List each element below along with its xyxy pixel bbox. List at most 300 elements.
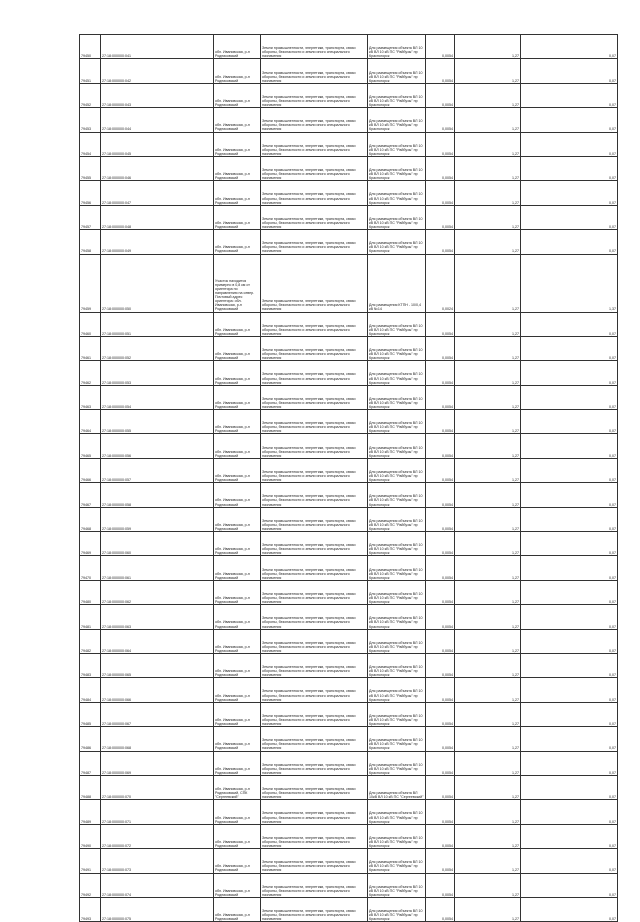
land-category-cell: Земли промышленности, энергетики, транспорта, связи обороны, безопасности и земли иного специального назначения xyxy=(261,727,368,751)
area-cell: 0,0054 xyxy=(426,653,455,677)
cadastral-number-cell: 27:18:000000:052 xyxy=(101,336,214,360)
table-row xyxy=(80,434,618,458)
value-cell: 0,07 xyxy=(521,483,618,507)
land-category-cell: Земли промышленности, энергетики, транспорта, связи обороны, безопасности и земли иного специального назначения xyxy=(261,580,368,604)
area-cell: 0,0054 xyxy=(426,312,455,336)
address-cell: обл. Ивановская, р-н Родниковский xyxy=(214,410,261,434)
area-cell: 0,0054 xyxy=(426,458,455,482)
address-cell: обл. Ивановская, р-н Родниковский xyxy=(214,532,261,556)
rate-cell: 1,27 xyxy=(455,181,521,205)
address-cell: обл. Ивановская, р-н Родниковский xyxy=(214,361,261,385)
row-id-cell: 79483 xyxy=(80,653,101,677)
address-cell: обл. Ивановская, р-н Родниковский xyxy=(214,751,261,775)
value-cell: 0,07 xyxy=(521,458,618,482)
land-category-cell: Земли промышленности, энергетики, транспорта, связи обороны, безопасности и земли иного специального назначения xyxy=(261,775,368,799)
rate-cell: 1,27 xyxy=(455,849,521,873)
land-category-cell: Земли промышленности, энергетики, транспорта, связи обороны, безопасности и земли иного специального назначения xyxy=(261,653,368,677)
value-cell: 0,07 xyxy=(521,434,618,458)
table-row xyxy=(80,230,618,254)
area-cell: 0,0054 xyxy=(426,156,455,180)
land-category-cell: Земли промышленности, энергетики, транспорта, связи обороны, безопасности и земли иного специального назначения xyxy=(261,458,368,482)
value-cell: 0,07 xyxy=(521,205,618,229)
area-cell: 0,0054 xyxy=(426,580,455,604)
permitted-use-cell: Для размещения объекта ВЛ 10 кВ ВЛ 10 кВ ПС "Райбузы" пр Красногорск xyxy=(368,751,426,775)
table-row xyxy=(80,824,618,848)
cadastral-number-cell: 27:18:000000:073 xyxy=(101,849,214,873)
land-category-cell: Земли промышленности, энергетики, транспорта, связи обороны, безопасности и земли иного специального назначения xyxy=(261,629,368,653)
row-id-cell: 79452 xyxy=(80,83,101,107)
row-id-cell: 79470 xyxy=(80,556,101,580)
rate-cell: 1,27 xyxy=(455,556,521,580)
address-cell: обл. Ивановская, р-н Родниковский xyxy=(214,458,261,482)
land-category-cell: Земли промышленности, энергетики, транспорта, связи обороны, безопасности и земли иного специального назначения xyxy=(261,132,368,156)
table-row xyxy=(80,580,618,604)
rate-cell: 1,27 xyxy=(455,532,521,556)
cadastral-number-cell: 27:18:000000:056 xyxy=(101,434,214,458)
area-cell: 0,0054 xyxy=(426,849,455,873)
value-cell: 0,07 xyxy=(521,336,618,360)
permitted-use-cell: Для размещения объекта ВЛ 10 кВ ВЛ 10 кВ ПС "Райбузы" пр Красногорск xyxy=(368,410,426,434)
area-cell: 0,0054 xyxy=(426,532,455,556)
land-category-cell: Земли промышленности, энергетики, транспорта, связи обороны, безопасности и земли иного специального назначения xyxy=(261,83,368,107)
permitted-use-cell: Для размещения объекта ВЛ 10 кВ ВЛ 10 кВ ПС "Райбузы" пр Красногорск xyxy=(368,434,426,458)
value-cell: 0,07 xyxy=(521,873,618,897)
table-row xyxy=(80,775,618,799)
table-row xyxy=(80,83,618,107)
land-category-cell: Земли промышленности, энергетики, транспорта, связи обороны, безопасности и земли иного специального назначения xyxy=(261,385,368,409)
row-id-cell: 79465 xyxy=(80,434,101,458)
value-cell: 0,07 xyxy=(521,727,618,751)
cadastral-number-cell: 27:18:000000:066 xyxy=(101,678,214,702)
rate-cell: 1,27 xyxy=(455,483,521,507)
rate-cell: 1,27 xyxy=(455,702,521,726)
address-cell: обл. Ивановская, р-н Родниковский xyxy=(214,653,261,677)
address-cell: обл. Ивановская, р-н Родниковский xyxy=(214,702,261,726)
cadastral-number-cell: 27:18:000000:041 xyxy=(101,35,214,59)
area-cell: 0,0054 xyxy=(426,410,455,434)
address-cell: обл. Ивановская, р-н Родниковский xyxy=(214,132,261,156)
row-id-cell: 79484 xyxy=(80,678,101,702)
rate-cell: 1,27 xyxy=(455,605,521,629)
area-cell: 0,0054 xyxy=(426,336,455,360)
table-row xyxy=(80,205,618,229)
cadastral-number-cell: 27:18:000000:060 xyxy=(101,532,214,556)
permitted-use-cell: Для размещения объекта ВЛ 10 кВ ВЛ 10 кВ ПС "Райбузы" пр Красногорск xyxy=(368,35,426,59)
row-id-cell: 79493 xyxy=(80,897,101,921)
permitted-use-cell: Для размещения объекта ВЛ 10 кВ ВЛ 10 кВ ПС "Райбузы" пр Красногорск xyxy=(368,336,426,360)
table-row xyxy=(80,727,618,751)
rate-cell: 1,27 xyxy=(455,132,521,156)
cadastral-number-cell: 27:18:000000:075 xyxy=(101,897,214,921)
land-category-cell: Земли промышленности, энергетики, транспорта, связи обороны, безопасности и земли иного специального назначения xyxy=(261,678,368,702)
area-cell: 0,0054 xyxy=(426,556,455,580)
cadastral-number-cell: 27:18:000000:055 xyxy=(101,410,214,434)
rate-cell: 1,27 xyxy=(455,653,521,677)
land-category-cell: Земли промышленности, энергетики, транспорта, связи обороны, безопасности и земли иного специального назначения xyxy=(261,108,368,132)
land-plot-table xyxy=(79,34,618,922)
rate-cell: 1,27 xyxy=(455,727,521,751)
table-row xyxy=(80,678,618,702)
cadastral-number-cell: 27:18:000000:074 xyxy=(101,873,214,897)
rate-cell: 1,27 xyxy=(455,775,521,799)
row-id-cell: 79453 xyxy=(80,108,101,132)
land-category-cell: Земли промышленности, энергетики, транспорта, связи обороны, безопасности и земли иного специального назначения xyxy=(261,702,368,726)
address-cell: обл. Ивановская, р-н Родниковский xyxy=(214,83,261,107)
address-cell: обл. Ивановская, р-н Родниковский xyxy=(214,897,261,921)
cadastral-number-cell: 27:18:000000:048 xyxy=(101,205,214,229)
area-cell: 0,0054 xyxy=(426,434,455,458)
address-cell: обл. Ивановская, р-н Родниковский xyxy=(214,873,261,897)
land-category-cell: Земли промышленности, энергетики, транспорта, связи обороны, безопасности и земли иного специального назначения xyxy=(261,35,368,59)
rate-cell: 1,27 xyxy=(455,83,521,107)
row-id-cell: 79490 xyxy=(80,824,101,848)
row-id-cell: 79466 xyxy=(80,458,101,482)
address-cell: обл. Ивановская, р-н Родниковский xyxy=(214,434,261,458)
permitted-use-cell: Для размещения объекта ВЛ 10 кВ ВЛ 10 кВ ПС "Райбузы" пр Красногорск xyxy=(368,385,426,409)
row-id-cell: 79468 xyxy=(80,507,101,531)
value-cell: 0,07 xyxy=(521,629,618,653)
table-row xyxy=(80,132,618,156)
cadastral-number-cell: 27:18:000000:068 xyxy=(101,727,214,751)
rate-cell: 1,27 xyxy=(455,230,521,254)
cadastral-number-cell: 27:18:000000:045 xyxy=(101,132,214,156)
value-cell: 0,07 xyxy=(521,800,618,824)
area-cell: 0,0054 xyxy=(426,83,455,107)
address-cell: обл. Ивановская, р-н Родниковский xyxy=(214,312,261,336)
land-category-cell: Земли промышленности, энергетики, транспорта, связи обороны, безопасности и земли иного специального назначения xyxy=(261,181,368,205)
rate-cell: 1,27 xyxy=(455,35,521,59)
value-cell: 0,07 xyxy=(521,897,618,921)
address-cell: Участок находится примерно в 0,8 км от ориентира по направлению на север. Почтовый адрес ориентира: обл. Ивановская, р-н Родниковский xyxy=(214,254,261,312)
cadastral-number-cell: 27:18:000000:053 xyxy=(101,361,214,385)
table-row xyxy=(80,410,618,434)
row-id-cell: 79456 xyxy=(80,181,101,205)
permitted-use-cell: Для размещения объекта ВЛ 10 кВ ВЛ 10 кВ ПС "Райбузы" пр Красногорск xyxy=(368,230,426,254)
cadastral-number-cell: 27:18:000000:069 xyxy=(101,751,214,775)
area-cell: 0,0054 xyxy=(426,507,455,531)
cadastral-number-cell: 27:18:000000:062 xyxy=(101,580,214,604)
permitted-use-cell: Для размещения объекта ВЛ 10 кВ ВЛ 10 кВ ПС "Райбузы" пр Красногорск xyxy=(368,727,426,751)
table-row xyxy=(80,897,618,921)
land-category-cell: Земли промышленности, энергетики, транспорта, связи обороны, безопасности и земли иного специального назначения xyxy=(261,434,368,458)
permitted-use-cell: Для размещения объекта ВЛ 10 кВ ВЛ 10 кВ ПС "Райбузы" пр Красногорск xyxy=(368,849,426,873)
rate-cell: 1,27 xyxy=(455,824,521,848)
table-row xyxy=(80,556,618,580)
cadastral-number-cell: 27:18:000000:072 xyxy=(101,824,214,848)
value-cell: 0,07 xyxy=(521,230,618,254)
rate-cell: 1,27 xyxy=(455,873,521,897)
table-row xyxy=(80,629,618,653)
area-cell: 0,0054 xyxy=(426,678,455,702)
address-cell: обл. Ивановская, р-н Родниковский, СПК "Сергеевский" xyxy=(214,775,261,799)
land-category-cell: Земли промышленности, энергетики, транспорта, связи обороны, безопасности и земли иного специального назначения xyxy=(261,483,368,507)
cadastral-number-cell: 27:18:000000:043 xyxy=(101,83,214,107)
permitted-use-cell: Для размещения объекта ВЛ 10 кВ ВЛ 10 кВ ПС "Райбузы" пр Красногорск xyxy=(368,361,426,385)
address-cell: обл. Ивановская, р-н Родниковский xyxy=(214,205,261,229)
area-cell: 0,0054 xyxy=(426,35,455,59)
permitted-use-cell: Для размещения объекта ВЛ 10 кВ ВЛ 10 кВ ПС "Райбузы" пр Красногорск xyxy=(368,824,426,848)
row-id-cell: 79486 xyxy=(80,727,101,751)
cadastral-number-cell: 27:18:000000:050 xyxy=(101,254,214,312)
row-id-cell: 79454 xyxy=(80,132,101,156)
value-cell: 0,07 xyxy=(521,312,618,336)
address-cell: обл. Ивановская, р-н Родниковский xyxy=(214,483,261,507)
address-cell: обл. Ивановская, р-н Родниковский xyxy=(214,605,261,629)
value-cell: 0,07 xyxy=(521,181,618,205)
area-cell: 0,0054 xyxy=(426,483,455,507)
permitted-use-cell: Для размещения объекта ВЛ 10 кВ ВЛ 10 кВ ПС "Райбузы" пр Красногорск xyxy=(368,483,426,507)
address-cell: обл. Ивановская, р-н Родниковский xyxy=(214,727,261,751)
rate-cell: 1,27 xyxy=(455,629,521,653)
rate-cell: 1,27 xyxy=(455,205,521,229)
value-cell: 0,07 xyxy=(521,678,618,702)
cadastral-number-cell: 27:18:000000:042 xyxy=(101,59,214,83)
value-cell: 0,07 xyxy=(521,702,618,726)
row-id-cell: 79487 xyxy=(80,751,101,775)
table-row xyxy=(80,385,618,409)
rate-cell: 1,27 xyxy=(455,410,521,434)
cadastral-number-cell: 27:18:000000:067 xyxy=(101,702,214,726)
value-cell: 0,07 xyxy=(521,775,618,799)
area-cell: 0,0054 xyxy=(426,873,455,897)
permitted-use-cell: Для размещения объекта ВЛ 10 кВ ВЛ 10 кВ ПС "Райбузы" пр Красногорск xyxy=(368,897,426,921)
cadastral-number-cell: 27:18:000000:061 xyxy=(101,556,214,580)
permitted-use-cell: Для размещения объекта ВЛ 10 кВ ВЛ 10 кВ ПС "Райбузы" пр Красногорск xyxy=(368,800,426,824)
row-id-cell: 79488 xyxy=(80,775,101,799)
rate-cell: 1,27 xyxy=(455,434,521,458)
land-category-cell: Земли промышленности, энергетики, транспорта, связи обороны, безопасности и земли иного специального назначения xyxy=(261,410,368,434)
row-id-cell: 79481 xyxy=(80,605,101,629)
address-cell: обл. Ивановская, р-н Родниковский xyxy=(214,230,261,254)
value-cell: 0,07 xyxy=(521,507,618,531)
address-cell: обл. Ивановская, р-н Родниковский xyxy=(214,181,261,205)
rate-cell: 1,27 xyxy=(455,59,521,83)
value-cell: 0,07 xyxy=(521,59,618,83)
area-cell: 0,0054 xyxy=(426,230,455,254)
land-category-cell: Земли промышленности, энергетики, транспорта, связи обороны, безопасности и земли иного специального назначения xyxy=(261,336,368,360)
land-category-cell: Земли промышленности, энергетики, транспорта, связи обороны, безопасности и земли иного специального назначения xyxy=(261,849,368,873)
table-row xyxy=(80,361,618,385)
address-cell: обл. Ивановская, р-н Родниковский xyxy=(214,108,261,132)
land-category-cell: Земли промышленности, энергетики, транспорта, связи обороны, безопасности и земли иного специального назначения xyxy=(261,532,368,556)
value-cell: 0,07 xyxy=(521,108,618,132)
address-cell: обл. Ивановская, р-н Родниковский xyxy=(214,156,261,180)
rate-cell: 1,27 xyxy=(455,361,521,385)
land-category-cell: Земли промышленности, энергетики, транспорта, связи обороны, безопасности и земли иного специального назначения xyxy=(261,312,368,336)
cadastral-number-cell: 27:18:000000:044 xyxy=(101,108,214,132)
cadastral-number-cell: 27:18:000000:046 xyxy=(101,156,214,180)
land-category-cell: Земли промышленности, энергетики, транспорта, связи обороны, безопасности и земли иного специального назначения xyxy=(261,361,368,385)
area-cell: 0,0054 xyxy=(426,132,455,156)
permitted-use-cell: Для размещения объекта ВЛ 10 кВ ВЛ 10 кВ ПС "Райбузы" пр Красногорск xyxy=(368,458,426,482)
area-cell: 0,0054 xyxy=(426,727,455,751)
address-cell: обл. Ивановская, р-н Родниковский xyxy=(214,35,261,59)
rate-cell: 1,27 xyxy=(455,108,521,132)
permitted-use-cell: Для размещения объекта ВЛ 10 кВ ВЛ 10 кВ ПС "Райбузы" пр Красногорск xyxy=(368,132,426,156)
permitted-use-cell: Для размещения КТПН - 10/0,4 кВ №14 xyxy=(368,254,426,312)
cadastral-number-cell: 27:18:000000:065 xyxy=(101,653,214,677)
permitted-use-cell: Для размещения объекта ВЛ 10 кВ ВЛ 10 кВ ПС "Райбузы" пр Красногорск xyxy=(368,532,426,556)
row-id-cell: 79463 xyxy=(80,385,101,409)
row-id-cell: 79469 xyxy=(80,532,101,556)
land-category-cell: Земли промышленности, энергетики, транспорта, связи обороны, безопасности и земли иного специального назначения xyxy=(261,156,368,180)
value-cell: 0,07 xyxy=(521,580,618,604)
address-cell: обл. Ивановская, р-н Родниковский xyxy=(214,336,261,360)
area-cell: 0,0054 xyxy=(426,702,455,726)
cadastral-number-cell: 27:18:000000:047 xyxy=(101,181,214,205)
row-id-cell: 79482 xyxy=(80,629,101,653)
cadastral-number-cell: 27:18:000000:049 xyxy=(101,230,214,254)
value-cell: 0,07 xyxy=(521,410,618,434)
area-cell: 0,0054 xyxy=(426,800,455,824)
permitted-use-cell: Для размещения объекта ВЛ 10 кВ ВЛ 10 кВ ПС "Райбузы" пр Красногорск xyxy=(368,873,426,897)
land-category-cell: Земли промышленности, энергетики, транспорта, связи обороны, безопасности и земли иного специального назначения xyxy=(261,59,368,83)
table-row xyxy=(80,702,618,726)
area-cell: 0,0054 xyxy=(426,605,455,629)
permitted-use-cell: Для размещения объекта ВЛ 10 кВ ВЛ 10 кВ ПС "Райбузы" пр Красногорск xyxy=(368,181,426,205)
permitted-use-cell: Для размещения объекта ВЛ 10 кВ ВЛ 10 кВ ПС "Райбузы" пр Красногорск xyxy=(368,629,426,653)
cadastral-number-cell: 27:18:000000:064 xyxy=(101,629,214,653)
land-category-cell: Земли промышленности, энергетики, транспорта, связи обороны, безопасности и земли иного специального назначения xyxy=(261,824,368,848)
row-id-cell: 79461 xyxy=(80,336,101,360)
cadastral-number-cell: 27:18:000000:051 xyxy=(101,312,214,336)
permitted-use-cell: Для размещения объекта ВЛ 10 кВ ВЛ 10 кВ ПС "Райбузы" пр Красногорск xyxy=(368,59,426,83)
area-cell: 0,0054 xyxy=(426,751,455,775)
cadastral-number-cell: 27:18:000000:057 xyxy=(101,458,214,482)
table-body xyxy=(80,35,618,922)
table-row xyxy=(80,849,618,873)
permitted-use-cell: Для размещения объекта ВЛ 10кВ ВЛ 10 кВ ПС "Сергеевский" xyxy=(368,775,426,799)
value-cell: 0,07 xyxy=(521,751,618,775)
address-cell: обл. Ивановская, р-н Родниковский xyxy=(214,849,261,873)
rate-cell: 1,27 xyxy=(455,751,521,775)
address-cell: обл. Ивановская, р-н Родниковский xyxy=(214,385,261,409)
address-cell: обл. Ивановская, р-н Родниковский xyxy=(214,678,261,702)
table-row xyxy=(80,156,618,180)
rate-cell: 1,27 xyxy=(455,336,521,360)
cadastral-number-cell: 27:18:000000:058 xyxy=(101,483,214,507)
permitted-use-cell: Для размещения объекта ВЛ 10 кВ ВЛ 10 кВ ПС "Райбузы" пр Красногорск xyxy=(368,312,426,336)
rate-cell: 1,27 xyxy=(455,458,521,482)
permitted-use-cell: Для размещения объекта ВЛ 10 кВ ВЛ 10 кВ ПС "Райбузы" пр Красногорск xyxy=(368,556,426,580)
area-cell: 0,0054 xyxy=(426,385,455,409)
land-category-cell: Земли промышленности, энергетики, транспорта, связи обороны, безопасности и земли иного специального назначения xyxy=(261,230,368,254)
table-row xyxy=(80,873,618,897)
area-cell: 0,0054 xyxy=(426,108,455,132)
land-category-cell: Земли промышленности, энергетики, транспорта, связи обороны, безопасности и земли иного специального назначения xyxy=(261,897,368,921)
rate-cell: 1,27 xyxy=(455,800,521,824)
area-cell: 0,0054 xyxy=(426,205,455,229)
area-cell: 0,0054 xyxy=(426,361,455,385)
table-row xyxy=(80,59,618,83)
address-cell: обл. Ивановская, р-н Родниковский xyxy=(214,59,261,83)
permitted-use-cell: Для размещения объекта ВЛ 10 кВ ВЛ 10 кВ ПС "Райбузы" пр Красногорск xyxy=(368,678,426,702)
table-row xyxy=(80,653,618,677)
land-category-cell: Земли промышленности, энергетики, транспорта, связи обороны, безопасности и земли иного специального назначения xyxy=(261,873,368,897)
table-row xyxy=(80,751,618,775)
permitted-use-cell: Для размещения объекта ВЛ 10 кВ ВЛ 10 кВ ПС "Райбузы" пр Красногорск xyxy=(368,653,426,677)
value-cell: 0,07 xyxy=(521,132,618,156)
permitted-use-cell: Для размещения объекта ВЛ 10 кВ ВЛ 10 кВ ПС "Райбузы" пр Красногорск xyxy=(368,507,426,531)
rate-cell: 1,27 xyxy=(455,507,521,531)
rate-cell: 1,27 xyxy=(455,897,521,921)
row-id-cell: 79491 xyxy=(80,849,101,873)
land-category-cell: Земли промышленности, энергетики, транспорта, связи обороны, безопасности и земли иного специального назначения xyxy=(261,751,368,775)
table-row xyxy=(80,336,618,360)
permitted-use-cell: Для размещения объекта ВЛ 10 кВ ВЛ 10 кВ ПС "Райбузы" пр Красногорск xyxy=(368,580,426,604)
value-cell: 0,07 xyxy=(521,532,618,556)
value-cell: 1,37 xyxy=(521,254,618,312)
value-cell: 0,07 xyxy=(521,653,618,677)
cadastral-number-cell: 27:18:000000:059 xyxy=(101,507,214,531)
land-category-cell: Земли промышленности, энергетики, транспорта, связи обороны, безопасности и земли иного специального назначения xyxy=(261,205,368,229)
row-id-cell: 79450 xyxy=(80,35,101,59)
row-id-cell: 79460 xyxy=(80,312,101,336)
permitted-use-cell: Для размещения объекта ВЛ 10 кВ ВЛ 10 кВ ПС "Райбузы" пр Красногорск xyxy=(368,205,426,229)
table-row xyxy=(80,507,618,531)
table-row xyxy=(80,108,618,132)
value-cell: 0,07 xyxy=(521,83,618,107)
value-cell: 0,07 xyxy=(521,824,618,848)
row-id-cell: 79455 xyxy=(80,156,101,180)
area-cell: 0,0054 xyxy=(426,897,455,921)
area-cell: 0,0054 xyxy=(426,775,455,799)
table-row xyxy=(80,458,618,482)
permitted-use-cell: Для размещения объекта ВЛ 10 кВ ВЛ 10 кВ ПС "Райбузы" пр Красногорск xyxy=(368,108,426,132)
row-id-cell: 79480 xyxy=(80,580,101,604)
rate-cell: 1,27 xyxy=(455,156,521,180)
address-cell: обл. Ивановская, р-н Родниковский xyxy=(214,800,261,824)
table-row xyxy=(80,483,618,507)
value-cell: 0,07 xyxy=(521,35,618,59)
area-cell: 0,0024 xyxy=(426,254,455,312)
table-row xyxy=(80,532,618,556)
rate-cell: 1,27 xyxy=(455,385,521,409)
row-id-cell: 79451 xyxy=(80,59,101,83)
rate-cell: 1,27 xyxy=(455,312,521,336)
land-category-cell: Земли промышленности, энергетики, транспорта, связи обороны, безопасности и земли иного специального назначения xyxy=(261,507,368,531)
address-cell: обл. Ивановская, р-н Родниковский xyxy=(214,824,261,848)
value-cell: 0,07 xyxy=(521,605,618,629)
table-row xyxy=(80,312,618,336)
address-cell: обл. Ивановская, р-н Родниковский xyxy=(214,507,261,531)
table-row xyxy=(80,605,618,629)
row-id-cell: 79492 xyxy=(80,873,101,897)
table-row xyxy=(80,800,618,824)
cadastral-number-cell: 27:18:000000:070 xyxy=(101,775,214,799)
value-cell: 0,07 xyxy=(521,361,618,385)
cadastral-number-cell: 27:18:000000:054 xyxy=(101,385,214,409)
value-cell: 0,07 xyxy=(521,385,618,409)
table-row xyxy=(80,35,618,59)
table-row xyxy=(80,254,618,312)
permitted-use-cell: Для размещения объекта ВЛ 10 кВ ВЛ 10 кВ ПС "Райбузы" пр Красногорск xyxy=(368,156,426,180)
area-cell: 0,0054 xyxy=(426,824,455,848)
cadastral-number-cell: 27:18:000000:063 xyxy=(101,605,214,629)
row-id-cell: 79467 xyxy=(80,483,101,507)
rate-cell: 1,27 xyxy=(455,254,521,312)
rate-cell: 1,27 xyxy=(455,580,521,604)
permitted-use-cell: Для размещения объекта ВЛ 10 кВ ВЛ 10 кВ ПС "Райбузы" пр Красногорск xyxy=(368,83,426,107)
address-cell: обл. Ивановская, р-н Родниковский xyxy=(214,629,261,653)
area-cell: 0,0054 xyxy=(426,629,455,653)
value-cell: 0,07 xyxy=(521,849,618,873)
row-id-cell: 79457 xyxy=(80,205,101,229)
permitted-use-cell: Для размещения объекта ВЛ 10 кВ ВЛ 10 кВ ПС "Райбузы" пр Красногорск xyxy=(368,605,426,629)
rate-cell: 1,27 xyxy=(455,678,521,702)
cadastral-number-cell: 27:18:000000:071 xyxy=(101,800,214,824)
area-cell: 0,0054 xyxy=(426,59,455,83)
